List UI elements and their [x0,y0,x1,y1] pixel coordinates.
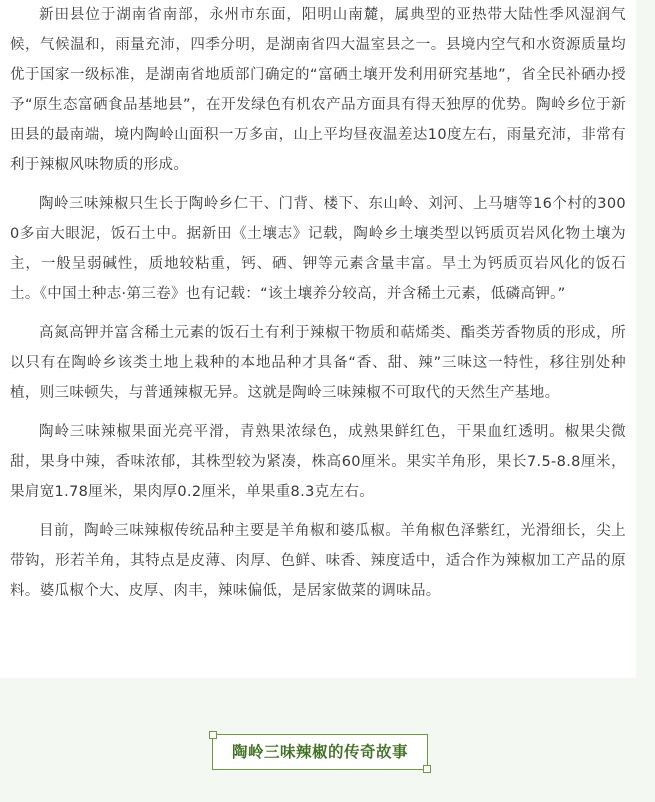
section-heading-frame [212,734,428,770]
article-body [10,0,626,606]
corner-square-decoration [209,731,217,739]
corner-square-decoration [423,765,431,773]
paragraph-fruit-features: 陶岭三味辣椒果面光亮平滑，青熟果浓绿色，成熟果鲜红色，干果血红透明。椒果尖微甜，果身中辣，香味浓郁，其株型较为紧凑，株高60厘米。果实羊角形，果长7.5-8.8厘米，果肩宽1.78厘米，果肉厚0.2厘米，单果重8.3克左右。 [10,424,626,500]
section-heading: 陶岭三味辣椒的传奇故事 [212,734,428,770]
paragraph-varieties: 目前，陶岭三味辣椒传统品种主要是羊角椒和婆瓜椒。羊角椒色泽紫红，光滑细长，尖上带钩，形若羊角，其特点是皮薄、肉厚、色鲜、味香、辣度适中，适合作为辣椒加工产品的原料。婆瓜椒个大、皮厚、肉丰，辣味偏低，是居家做菜的调味品。 [10,523,626,599]
paragraph-xintian-county: 新田县位于湖南省南部，永州市东面，阳明山南麓，属典型的亚热带大陆性季风湿润气候，气候温和，雨量充沛，四季分明，是湖南省四大温室县之一。县境内空气和水资源质量均优于国家一级标准，是湖南省地质部门确定的“富硒土壤开发利用研究基地”，省全民补硒办授予“原生态富硒食品基地县”，在开发绿色有机农产品方面具有得天独厚的优势。陶岭乡位于新田县的最南端，境内陶岭山面积一万多亩，山上平均昼夜温差达10度左右，雨量充沛，非常有利于辣椒风味物质的形成。 [10,7,626,173]
paragraph-soil: 陶岭三味辣椒只生长于陶岭乡仁干、门背、楼下、东山岭、刘河、上马塘等16个村的3000多亩大眼泥，饭石土中。据新田《土壤志》记载，陶岭乡土壤类型以钙质页岩风化物土壤为主，一般呈弱碱性，质地较粘重，钙、硒、钾等元素含量丰富。旱土为钙质页岩风化的饭石土。《中国土种志·第三卷》也有记载：“该土壤养分较高，并含稀土元素，低磷高钾。” [10,196,626,302]
paragraph-three-flavors: 高氮高钾并富含稀土元素的饭石土有利于辣椒干物质和萜烯类、酯类芳香物质的形成，所以只有在陶岭乡该类土地上栽种的本地品种才具备“香、甜、辣”三味这一特性，移往别处种植，则三味顿失，与普通辣椒无异。这就是陶岭三味辣椒不可取代的天然生产基地。 [10,325,626,401]
